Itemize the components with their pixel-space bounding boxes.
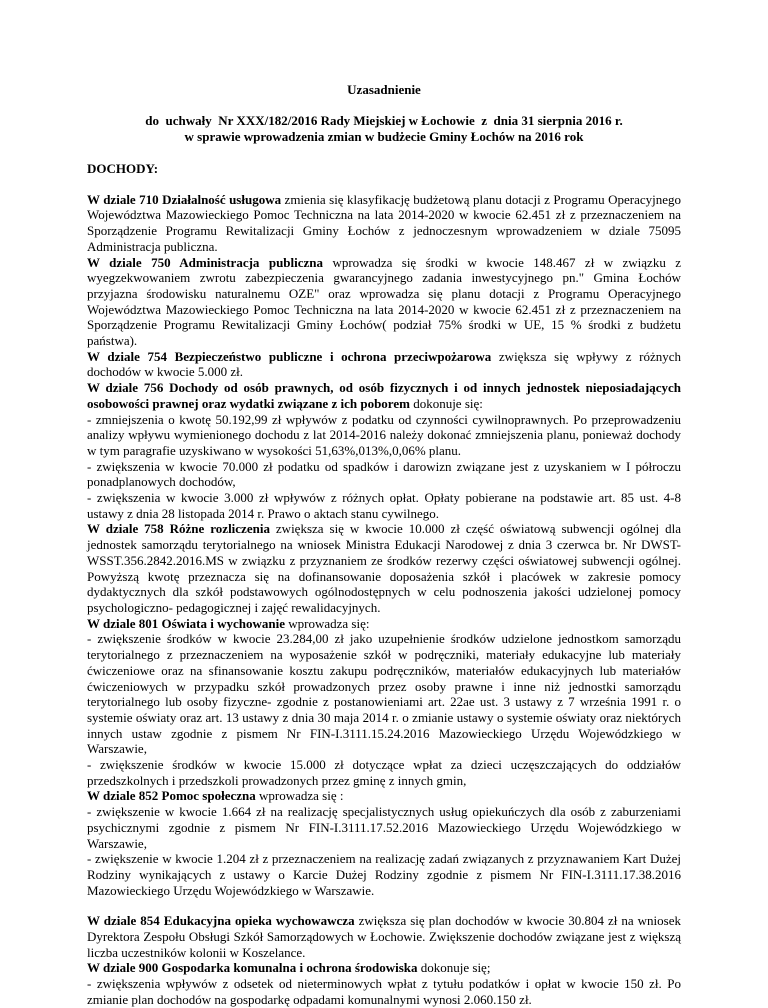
paragraph [87,913,681,960]
paragraph [87,255,681,349]
document-subtitle [0,113,768,144]
paragraph-bold-lead: W dziale 900 Gospodarka komunalna i ochrona środowiska [87,960,418,976]
paragraph [87,412,681,459]
paragraph-bold-lead: W dziale 710 Działalność usługowa [87,191,282,207]
paragraph-bold-lead: W dziale 852 Pomoc społeczna [87,788,256,804]
paragraph-text: wprowadza się: [285,615,370,631]
paragraph-list [87,192,681,1008]
paragraph [87,192,681,255]
paragraph-bold-lead: W dziale 854 Edukacyjna opieka wychowawcza [87,913,355,929]
subtitle-line-1: do uchwały Nr XXX/182/2016 Rady Miejskiej w Łochowie z dnia 31 sierpnia 2016 r. [145,113,623,128]
paragraph-text: - zwiększenie w kwocie 1.204 zł z przeznaczeniem na realizację zadań związanych z przyznawaniem Kart Dużej Rodziny wynikających z ustawy o Karcie Dużej Rodziny zgodnie z pismem Nr FIN-I.3111.17.38.2016 Mazowieckiego Urzędu Wojewódzkiego w Warszawie. [87,851,681,898]
document-body [87,161,681,1008]
paragraph [87,490,681,521]
paragraph [87,349,681,380]
paragraph [87,757,681,788]
paragraph-text: - zwiększenie środków w kwocie 15.000 zł dotyczące wpłat za dzieci uczęszczających do oddziałów przedszkolnych i przedszkoli prowadzonych przez gminę z innych gmin, [87,757,681,788]
paragraph-text: zwiększa się plan dochodów w kwocie 30.804 zł na wniosek Dyrektora Zespołu Obsługi Szkół Samorządowych w Łochowie. Zwiększenie dochodów związane jest z większą liczba uczestników kolonii w Koszelance. [87,913,682,960]
paragraph-text: - zwiększenia w kwocie 70.000 zł podatku od spadków i darowizn związane jest z uzyskaniem w I półroczu ponadplanowych dochodów, [87,458,681,490]
paragraph-text: zwiększa się wpływy z różnych dochodów w kwocie 5.000 zł. [87,348,681,380]
paragraph [87,851,681,898]
paragraph-text: dokonuje się: [409,395,483,411]
subtitle-line-2: w sprawie wprowadzenia zmian w budżecie Gminy Łochów na 2016 rok [184,128,584,144]
paragraph-text: - zwiększenie w kwocie 1.664 zł na realizację specjalistycznych usług opiekuńczych dla osób z zaburzeniami psychicznymi zgodnie z pismem Nr FIN-I.3111.17.52.2016 Mazowieckiego Urzędu Wojewódzkiego w Warszawie, [87,804,681,851]
paragraph-text: dokonuje się; [417,960,491,976]
paragraph [87,976,681,1007]
paragraph-gap [87,898,681,913]
paragraph-text: - zwiększenia wpływów z odsetek od nieterminowych wpłat z tytułu podatków i opłat w kwocie 150 zł. Po zmianie plan dochodów na gospodarkę odpadami komunalnymi wynosi 2.060.150 zł. [87,976,681,1007]
paragraph [87,459,681,490]
paragraph [87,631,681,757]
paragraph-text: - zmniejszenia o kwotę 50.192,99 zł wpływów z podatku od czynności cywilnoprawnych. Po przeprowadzeniu analizy wpływu wymienionego dochodu z lat 2014-2016 należy dokonać zmniejszenia planu, ponieważ dochody w tym paragrafie uzyskiwano w wysokości 51,63%,013%,0,06% planu. [87,411,681,458]
paragraph [87,804,681,851]
paragraph-text: - zwiększenie środków w kwocie 23.284,00 zł jako uzupełnienie środków udzielone jednostkom samorządu terytorialnego z przeznaczeniem na wyposażenie szkół w podręczniki, materiały edukacyjne lub materiały ćwiczeniowe oraz na sfinansowanie kosztu zakupu podręczników, materiałów edukacyjnych lub materiałów ćwiczeniowych w przypadku szkół prowadzonych przez osoby prawne i inne niż jednostki samorządu terytorialnego lub osoby fizyczne- zgodnie z postanowieniami art. 22ae ust. 3 ustawy z 7 września 1991 r. o systemie oświaty oraz art. 13 ustawy z dnia 30 maja 2014 r. o zmianie ustawy o systemie oświaty oraz niektórych innych ustaw zgodnie z pismem Nr FIN-I.3111.15.24.2016 Mazowieckiego Urzędu Wojewódzkiego w Warszawie, [87,631,681,757]
paragraph [87,960,681,976]
paragraph-text: wprowadza się środki w kwocie 148.467 zł w związku z wyegzekwowaniem zwrotu zabezpieczenia gwarancyjnego zadania inwestycyjnego pn." Gmina Łochów przyjazna środowisku naturalnemu OZE" oraz wprowadza się planu dotacji z Programu Operacyjnego Województwa Mazowieckiego Pomoc Techniczna na lata 2014-2020 w kwocie 62.451 zł z przeznaczeniem na Sporządzenie Programu Rewitalizacji Gminy Łochów( podział 75% środki w UE, 15 % środki z budżetu państwa). [87,254,682,349]
paragraph-text: zwiększa się w kwocie 10.000 zł część oświatową subwencji ogólnej dla jednostek samorządu terytorialnego na wniosek Ministra Edukacji Narodowej z dnia 3 czerwca br. Nr DWST-WSST.356.2842.2016.MS w związku z przyznaniem ze środków rezerwy części oświatowej subwencji ogólnej. Powyższą kwotę przeznacza się na dofinansowanie doposażenia szkół i placówek w zakresie pomocy dydaktycznych dla szkół podstawowych ogólnodostępnych w celu podnoszenia jakości udzielonej pomocy psychologiczno- pedagogicznej i zajęć rewalidacyjnych. [87,521,681,615]
paragraph [87,616,681,632]
paragraph [87,788,681,804]
paragraph-bold-lead: W dziale 801 Oświata i wychowanie [87,615,286,631]
paragraph-text: - zwiększenia w kwocie 3.000 zł wpływów z różnych opłat. Opłaty pobierane na podstawie art. 85 ust. 4-8 ustawy z dnia 28 listopada 2014 r. Prawo o aktach stanu cywilnego. [87,490,681,521]
paragraph-text: zmienia się klasyfikację budżetową planu dotacji z Programu Operacyjnego Województwa Mazowieckiego Pomoc Techniczna na lata 2014-2020 w kwocie 62.451 zł z przeznaczeniem na Sporządzenie Programu Rewitalizacji Gminy Łochów z jednoczesnym wprowadzeniem w dziale 75095 Administracja publiczna. [87,191,681,254]
paragraph [87,380,681,411]
section-heading: DOCHODY: [87,161,159,176]
document-title: Uzasadnienie [347,82,421,97]
paragraph-bold-lead: W dziale 756 Dochody od osób prawnych, od osób fizycznych i od innych jednostek nieposiadających osobowości prawnej oraz wydatki związane z ich poborem [87,380,681,411]
paragraph-text: wprowadza się : [255,788,344,804]
paragraph-bold-lead: W dziale 750 Administracja publiczna [87,254,324,270]
paragraph-bold-lead: W dziale 754 Bezpieczeństwo publiczne i ochrona przeciwpożarowa [87,348,492,364]
paragraph-bold-lead: W dziale 758 Różne rozliczenia [87,521,270,537]
paragraph [87,521,681,615]
